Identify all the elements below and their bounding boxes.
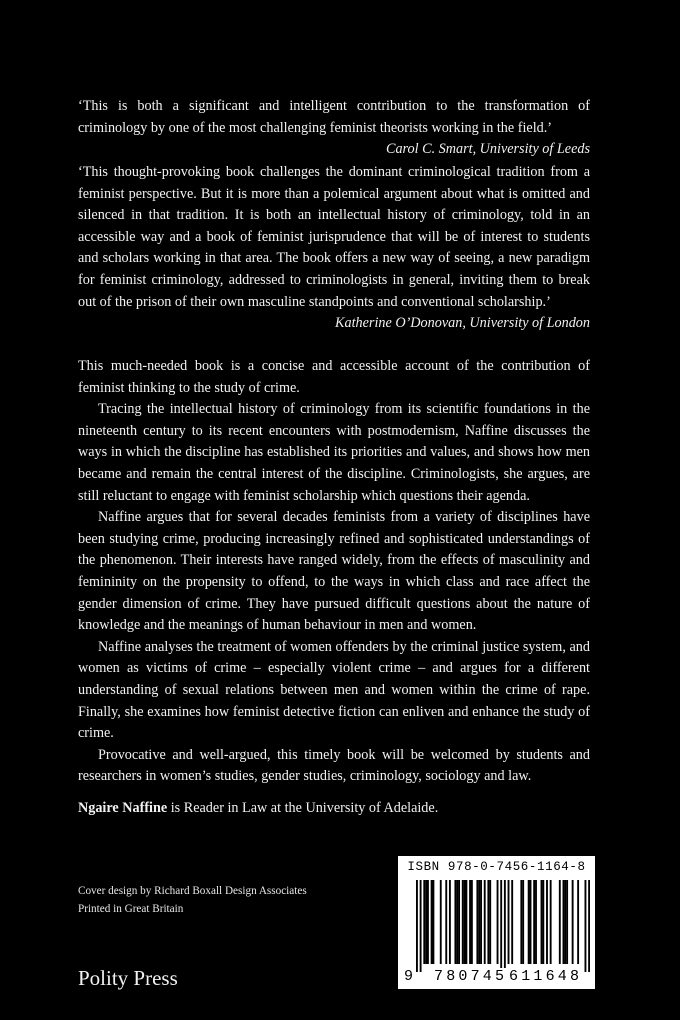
barcode-bar <box>458 880 460 964</box>
barcode-bar <box>530 880 532 964</box>
barcode-bar <box>469 880 471 964</box>
barcode-bar <box>564 880 566 964</box>
printed-in-credit: Printed in Great Britain <box>78 903 184 915</box>
barcode-bar <box>522 880 524 964</box>
barcode-bar <box>533 880 535 964</box>
barcode-bar <box>440 880 442 964</box>
blurb-paragraph: Tracing the intellectual history of criminology from its scientific foundations in the nineteenth century to its recent encounters with postmodernism, Naffine discusses the ways in which the discipline has established its priorities and values, and shows how men became and remain the central interest of the discipline. Criminologists, she argues, are still reluctant to engage with feminist scholarship which questions their agenda. <box>78 401 590 504</box>
barcode-bar <box>484 880 486 964</box>
review-quote-1 <box>78 96 590 161</box>
barcode-bar <box>425 880 427 964</box>
cover-design-credit: Cover design by Richard Boxall Design Associates <box>78 885 307 897</box>
production-credits <box>78 882 307 918</box>
blurb-paragraph: Provocative and well-argued, this timely book will be welcomed by students and researchers in women’s studies, gender studies, criminology, sociology and law. <box>78 746 590 785</box>
author-bio <box>78 798 590 820</box>
ean-digit-group-2: 611648 <box>509 968 583 985</box>
blurb-paragraph: Naffine argues that for several decades feminists from a variety of disciplines have been studying crime, producing increasingly refined and sophisticated understandings of the phenomenon. Their interests have ranged widely, from the effects of masculinity and femininity on the propensity to offend, to the ways in which class and race affect the gender dimension of crime. They have pursued difficult questions about the nature of knowledge and the meanings of human behaviour in men and women. <box>78 509 590 634</box>
barcode-bar <box>535 880 537 964</box>
barcode-bar <box>478 880 480 964</box>
barcode-bar <box>487 880 489 964</box>
author-bio-rest: is Reader in Law at the University of Adelaide. <box>167 800 439 816</box>
barcode-bar <box>465 880 467 964</box>
barcode-bar <box>500 880 502 972</box>
barcode-bar <box>497 880 499 964</box>
barcode-bar <box>420 880 422 972</box>
author-name: Ngaire Naffine <box>78 800 168 816</box>
barcode-bar <box>542 880 544 964</box>
review-quote-1-attribution: Carol C. Smart, University of Leeds <box>385 141 590 158</box>
barcode-bar <box>462 880 464 964</box>
review-quote-2 <box>78 162 590 335</box>
barcode-bar <box>572 880 574 964</box>
barcode-bar <box>489 880 491 964</box>
barcode-bar <box>432 880 434 964</box>
barcode-bar <box>480 880 482 964</box>
barcode-bar <box>416 880 418 972</box>
barcode-bar <box>449 880 451 964</box>
barcode-bar <box>504 880 506 972</box>
barcode-bar <box>508 880 510 964</box>
barcode-bar <box>427 880 429 964</box>
review-quote-2-attribution: Katherine O’Donovan, University of London <box>335 315 590 332</box>
barcode-bar <box>454 880 456 964</box>
barcode-bar <box>550 880 552 964</box>
barcode-bar <box>585 880 587 972</box>
barcode-bar <box>563 880 565 964</box>
barcode-bar <box>431 880 433 964</box>
ean-lead-digit: 9 <box>404 968 414 985</box>
author-bio-text <box>78 798 590 820</box>
ean-digit-group-1: 780745 <box>434 968 508 985</box>
barcode-bar <box>577 880 579 964</box>
barcode-bar <box>541 880 543 964</box>
publisher-name: Polity Press <box>78 966 178 990</box>
barcode-bar <box>456 880 458 964</box>
review-quote-2-text: ‘This thought-provoking book challenges the dominant criminological tradition from a feminist perspective. But it is more than a polemical argument about what is omitted and silenced in that tradition. It is both an intellectual history of criminology, told in an accessible way and a book of feminist jurisprudence that will be of interest to students and scholars working in that area. The book offers a new way of seeing, a new paradigm for feminist criminology, addressed to criminologists in general, inviting them to break out of the prison of their own masculine standpoints and conventional scholarship.’ <box>78 164 590 310</box>
isbn-barcode <box>398 856 595 989</box>
review-quote-1-text: ‘This is both a significant and intelligent contribution to the transformation of criminology by one of the most challenging feminist theorists working in the field.’ <box>78 98 590 136</box>
barcode-bar <box>566 880 568 964</box>
barcode-bar <box>464 880 466 964</box>
barcode-bar <box>559 880 561 964</box>
barcode-bar <box>528 880 530 964</box>
barcode-bar <box>588 880 590 972</box>
blurb-paragraph: This much-needed book is a concise and accessible account of the contribution of feminist thinking to the study of crime. <box>78 358 590 396</box>
barcode-bar <box>546 880 548 964</box>
book-description <box>78 356 590 788</box>
isbn-label: ISBN 978-0-7456-1164-8 <box>407 860 586 874</box>
barcode-bar <box>520 880 522 964</box>
barcode-bar <box>423 880 425 964</box>
barcode-bar <box>445 880 447 964</box>
barcode-bar <box>511 880 513 964</box>
barcode-bar <box>471 880 473 964</box>
blurb-paragraph: Naffine analyses the treatment of women offenders by the criminal justice system, and women as victims of crime – especially violent crime – and argues for a different understanding of sexual relations between men and women within the crime of rape. Finally, she examines how feminist detective fiction can enliven and enhance the study of crime. <box>78 638 590 742</box>
barcode-bars <box>416 880 590 972</box>
barcode-bar <box>476 880 478 964</box>
